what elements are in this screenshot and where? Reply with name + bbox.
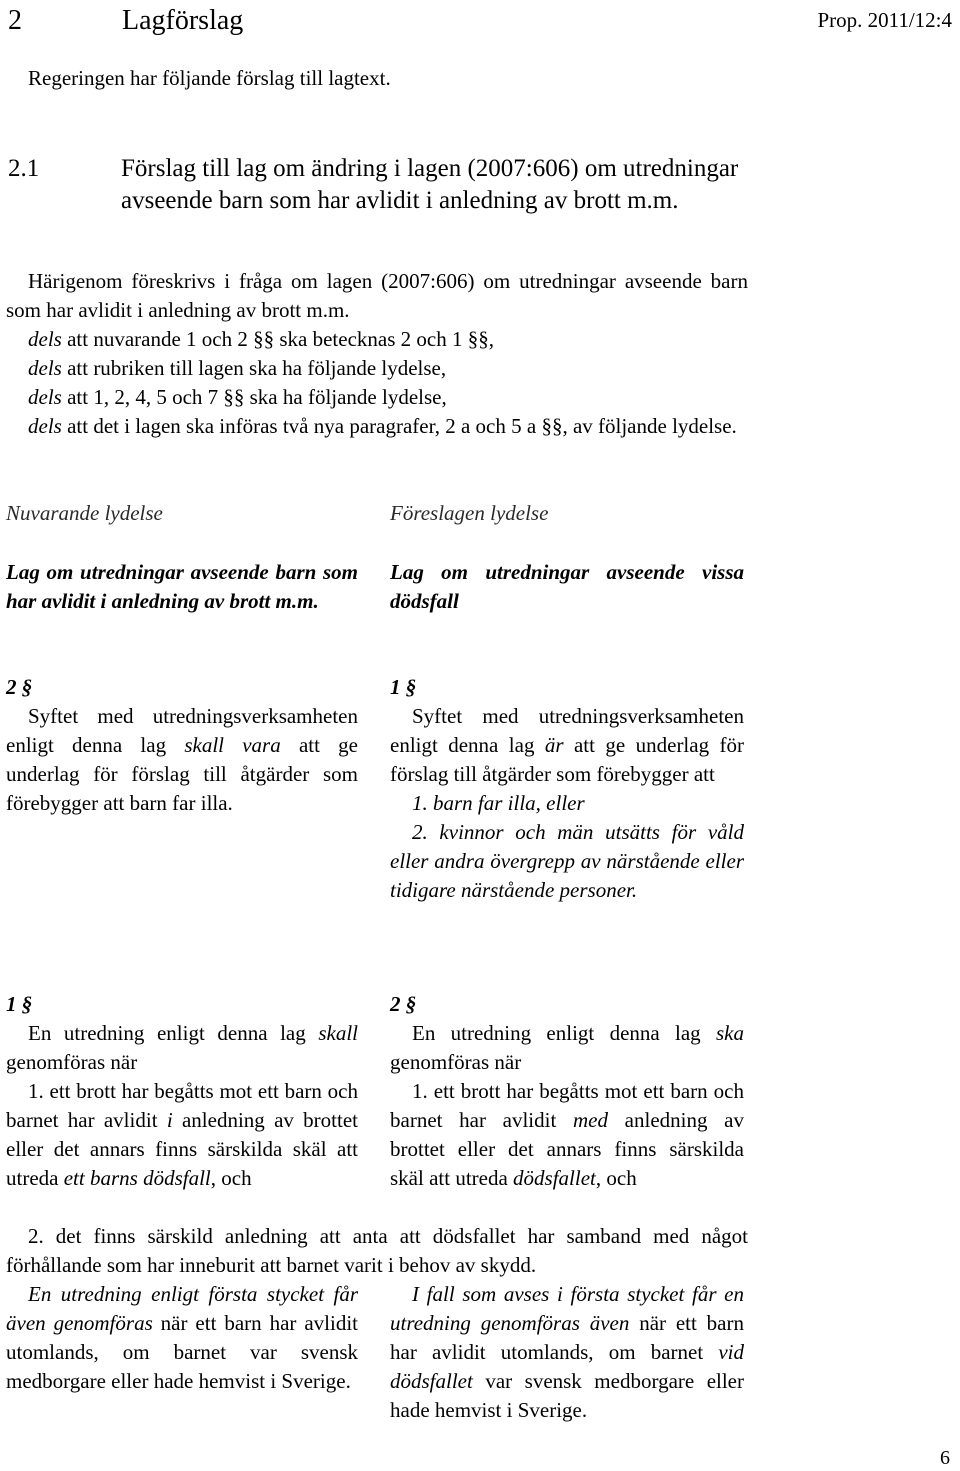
- chapter-title: Lagförslag: [122, 5, 244, 36]
- changed-text: med: [573, 1108, 608, 1132]
- text-run: , och: [210, 1166, 252, 1190]
- current-law-title: Lag om utredningar avseende barn som har avlidit i anledning av brott m.m.: [6, 560, 358, 613]
- changed-text: är: [544, 733, 564, 757]
- dels-4-text: att det i lagen ska införas två nya paragrafer, 2 a och 5 a §§, av följande lydelse.: [61, 414, 737, 438]
- dels-word: dels: [28, 414, 62, 438]
- proposed-paragraph-abroad: [390, 1280, 744, 1425]
- list-item: 2. kvinnor och män utsätts för våld eller andra övergrepp av närstående eller tidigare närstående personer.: [390, 820, 744, 902]
- text-run: att ge underlag för förslag till åtgärder som förebygger att: [390, 733, 744, 786]
- preamble: [6, 267, 748, 441]
- chapter-number: 2: [8, 5, 22, 36]
- list-item: [390, 1077, 744, 1193]
- paragraph-text: [6, 702, 358, 818]
- current-wording-heading: Nuvarande lydelse: [6, 501, 163, 525]
- text-run: 1. ett brott har begåtts mot ett barn och barnet har avlidit: [6, 1079, 358, 1132]
- dels-3: [6, 383, 748, 412]
- text-run: anledning av brottet eller det annars finns särskilda skäl att utreda: [6, 1108, 358, 1190]
- common-list-item: 2. det finns särskild anledning att anta att dödsfallet har samband med något förhållande som har inneburit att barnet varit i behov av skydd.: [6, 1224, 748, 1277]
- dels-word: dels: [28, 327, 62, 351]
- paragraph-text: [6, 1019, 358, 1077]
- text-run: att ge underlag för förslag till åtgärder som förebygger att barn far illa.: [6, 733, 358, 815]
- changed-text: dödsfallet: [513, 1166, 596, 1190]
- text-run: En utredning enligt denna lag: [412, 1021, 716, 1045]
- proposed-section-1: [390, 673, 744, 905]
- list-item: 1. barn far illa, eller: [412, 791, 585, 815]
- changed-text: skall: [318, 1021, 358, 1045]
- proposed-law-title: Lag om utredningar avseende vissa dödsfall: [390, 560, 744, 613]
- paragraph-number: 1 §: [6, 992, 33, 1016]
- text-run: var svensk medborgare eller hade hemvist i Sverige.: [390, 1369, 744, 1422]
- current-paragraph-abroad: [6, 1280, 358, 1396]
- current-section-2: [6, 673, 358, 818]
- proposed-wording-heading: Föreslagen lydelse: [390, 501, 549, 525]
- paragraph-number: 2 §: [6, 675, 33, 699]
- text-run: 1. ett brott har begåtts mot ett barn och barnet har avlidit: [390, 1079, 744, 1132]
- changed-text: vid dödsfallet: [390, 1340, 744, 1393]
- current-section-1: [6, 990, 358, 1193]
- dels-2: [6, 354, 748, 383]
- dels-4: [6, 412, 748, 441]
- changed-text: En utredning enligt första stycket får även genomföras: [6, 1282, 358, 1335]
- dels-1: [6, 325, 748, 354]
- prop-reference: Prop. 2011/12:4: [817, 8, 952, 32]
- paragraph-text: [390, 702, 744, 789]
- text-run: Syftet med utredningsverksamheten enligt denna lag: [390, 704, 744, 757]
- paragraph-number: 2 §: [390, 992, 417, 1016]
- list-item: [6, 1077, 358, 1193]
- changed-text: ska: [716, 1021, 744, 1045]
- intro-text: Regeringen har följande förslag till lagtext.: [28, 66, 391, 90]
- text-run: En utredning enligt denna lag: [28, 1021, 319, 1045]
- dels-2-text: att rubriken till lagen ska ha följande lydelse,: [61, 356, 447, 380]
- text-run: anledning av brottet eller det annars finns särskilda skäl att utreda: [390, 1108, 744, 1190]
- text-run: Syftet med utredningsverksamheten enligt denna lag: [6, 704, 358, 757]
- changed-text: skall vara: [184, 733, 281, 757]
- preamble-lead: Härigenom föreskrivs i fråga om lagen (2007:606) om utredningar avseende barn som har avlidit i anledning av brott m.m.: [6, 269, 748, 322]
- paragraph-text: [390, 1019, 744, 1077]
- dels-word: dels: [28, 356, 62, 380]
- changed-text: I fall som avses i första stycket får en utredning genomföras även: [390, 1282, 744, 1335]
- dels-1-text: att nuvarande 1 och 2 §§ ska betecknas 2 och 1 §§,: [61, 327, 494, 351]
- text-run: när ett barn har avlidit utomlands, om barnet: [390, 1311, 744, 1364]
- text-run: genomföras när: [6, 1050, 138, 1074]
- dels-word: dels: [28, 385, 62, 409]
- changed-text: i: [166, 1108, 173, 1132]
- proposed-section-2: [390, 990, 744, 1193]
- section-number: 2.1: [8, 155, 40, 182]
- changed-text: ett barns dödsfall: [63, 1166, 211, 1190]
- text-run: , och: [595, 1166, 637, 1190]
- section-title: Förslag till lag om ändring i lagen (2007:606) om utredningar avseende barn som har avlidit i anledning av brott m.m.: [121, 155, 739, 214]
- dels-3-text: att 1, 2, 4, 5 och 7 §§ ska ha följande lydelse,: [61, 385, 447, 409]
- text-run: genomföras när: [390, 1050, 522, 1074]
- text-run: när ett barn har avlidit utomlands, om barnet var svensk medborgare eller hade hemvist i Sverige.: [6, 1311, 359, 1393]
- page-number: 6: [940, 1447, 950, 1469]
- paragraph-number: 1 §: [390, 675, 417, 699]
